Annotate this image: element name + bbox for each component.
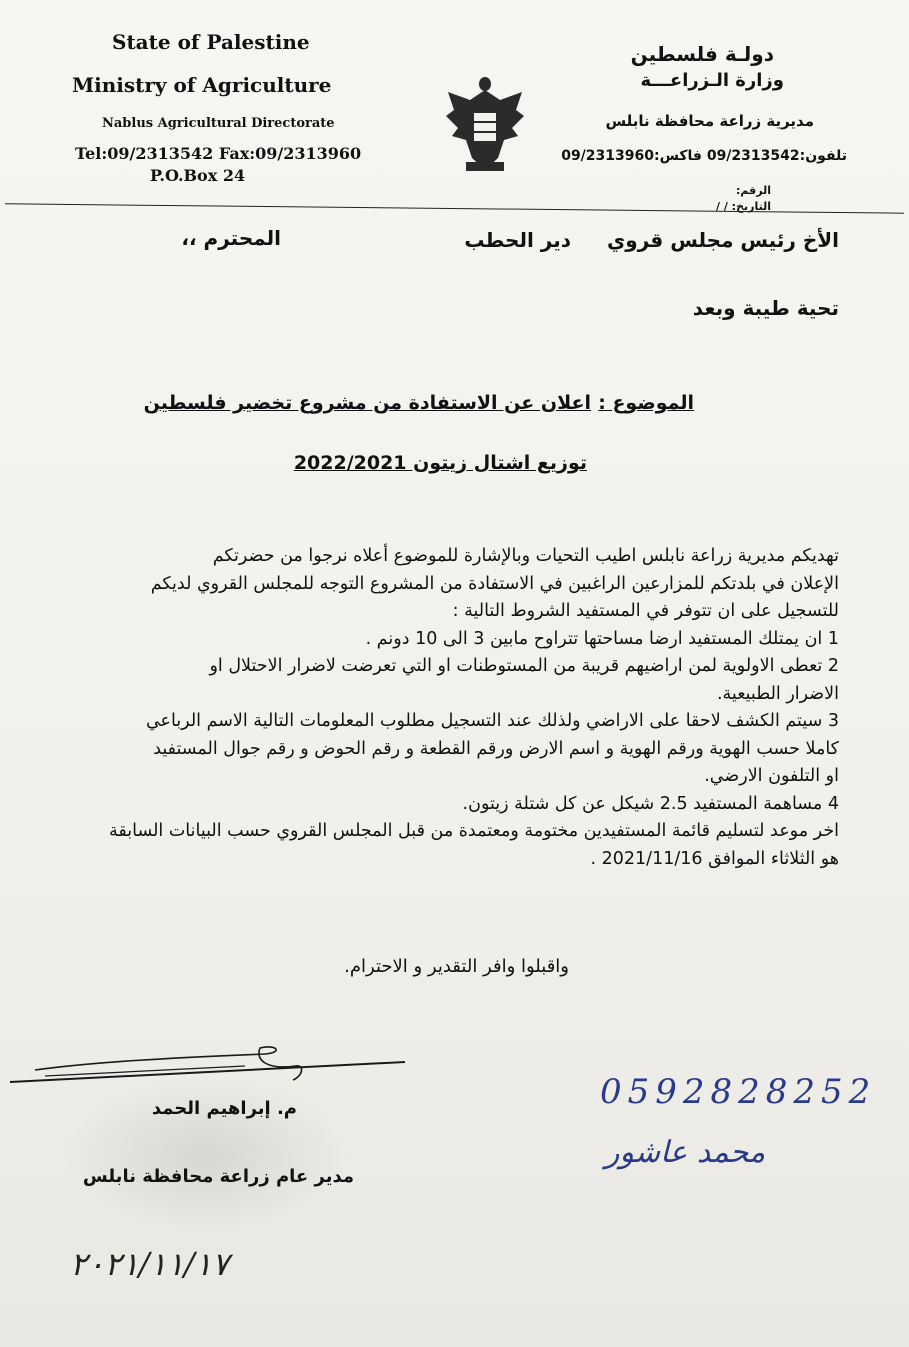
handwritten-name: محمد عاشور bbox=[605, 1135, 766, 1170]
body-line: 3 سيتم الكشف لاحقا على الاراضي ولذلك عند التسجيل مطلوب المعلومات التالية الاسم الرباعي bbox=[145, 711, 839, 731]
body-line: الاضرار الطبيعية. bbox=[716, 683, 839, 704]
header-ar-date: التاريخ: / / bbox=[715, 200, 771, 213]
addressee-title: الأخ رئيس مجلس قروي bbox=[606, 228, 839, 252]
addressee-honorific: المحترم ،، bbox=[181, 226, 281, 250]
body-line: للتسجيل على ان تتوفر في المستفيد الشروط التالية : bbox=[452, 601, 839, 621]
handwritten-date: ٢٠٢١/١١/١٧ bbox=[70, 1245, 230, 1283]
header-ar-ref: الرقم: bbox=[736, 184, 771, 197]
greeting: تحية طيبة وبعد bbox=[692, 296, 839, 320]
header-ar-telfax: تلفون:09/2313542 فاكس:09/2313960 bbox=[561, 148, 847, 164]
letter-body bbox=[59, 543, 839, 873]
body-line: او التلفون الارضي. bbox=[704, 766, 839, 786]
header-en-directorate: Nablus Agricultural Directorate bbox=[102, 116, 335, 131]
header-en-state: State of Palestine bbox=[112, 30, 310, 54]
body-line: 1 ان يمتلك المستفيد ارضا مساحتها تتراوح مابين 3 الى 10 دونم . bbox=[365, 628, 839, 649]
body-line: 2 تعطى الاولوية لمن اراضيهم قريبة من المستوطنات او التي تعرضت لاضرار الاحتلال او bbox=[209, 656, 839, 676]
palestine-eagle-emblem-icon bbox=[440, 70, 530, 180]
addressee-village: دير الحطب bbox=[464, 228, 571, 252]
header-en-pobox: P.O.Box 24 bbox=[150, 166, 246, 185]
body-line: هو الثلاثاء الموافق 2021/11/16 . bbox=[590, 848, 839, 869]
subject-text: اعلان عن الاستفادة من مشروع تخضير فلسطين bbox=[143, 392, 591, 414]
header-ar-ministry: وزارة الـزراعـــة bbox=[640, 70, 784, 91]
body-line: 4 مساهمة المستفيد 2.5 شيكل عن كل شتلة زيتون. bbox=[462, 793, 839, 814]
body-line: كاملا حسب الهوية ورقم الهوية و اسم الارض ورقم القطعة و رقم الحوض و رقم جوال المستفيد bbox=[153, 738, 839, 759]
header-ar-directorate: مديرية زراعة محافظة نابلس bbox=[605, 112, 814, 130]
subject-subtitle: توزيع اشتال زيتون 2022/2021 bbox=[293, 452, 587, 474]
handwritten-phone: 0592828252 bbox=[600, 1072, 877, 1112]
body-line: الإعلان في بلدتكم للمزارعين الراغبين في الاستفادة من المشروع التوجه للمجلس القروي لديكم bbox=[150, 573, 839, 594]
header-en-ministry: Ministry of Agriculture bbox=[72, 73, 332, 97]
body-line: تهديكم مديرية زراعة نابلس اطيب التحيات وبالإشارة للموضوع أعلاه نرجوا من حضرتكم bbox=[212, 546, 839, 566]
header-ar-state: دولـة فلسطين bbox=[630, 42, 774, 66]
closing: واقبلوا وافر التقدير و الاحترام. bbox=[344, 956, 569, 977]
signatory-name: م. إبراهيم الحمد bbox=[151, 1098, 297, 1119]
body-line: اخر موعد لتسليم قائمة المستفيدين مختومة ومعتمدة من قبل المجلس القروي حسب البيانات السابقة bbox=[109, 821, 839, 841]
header-en-telfax: Tel:09/2313542 Fax:09/2313960 bbox=[75, 144, 362, 163]
signatory-title: مدير عام زراعة محافظة نابلس bbox=[82, 1166, 354, 1187]
subject-label: الموضوع : bbox=[598, 392, 694, 414]
